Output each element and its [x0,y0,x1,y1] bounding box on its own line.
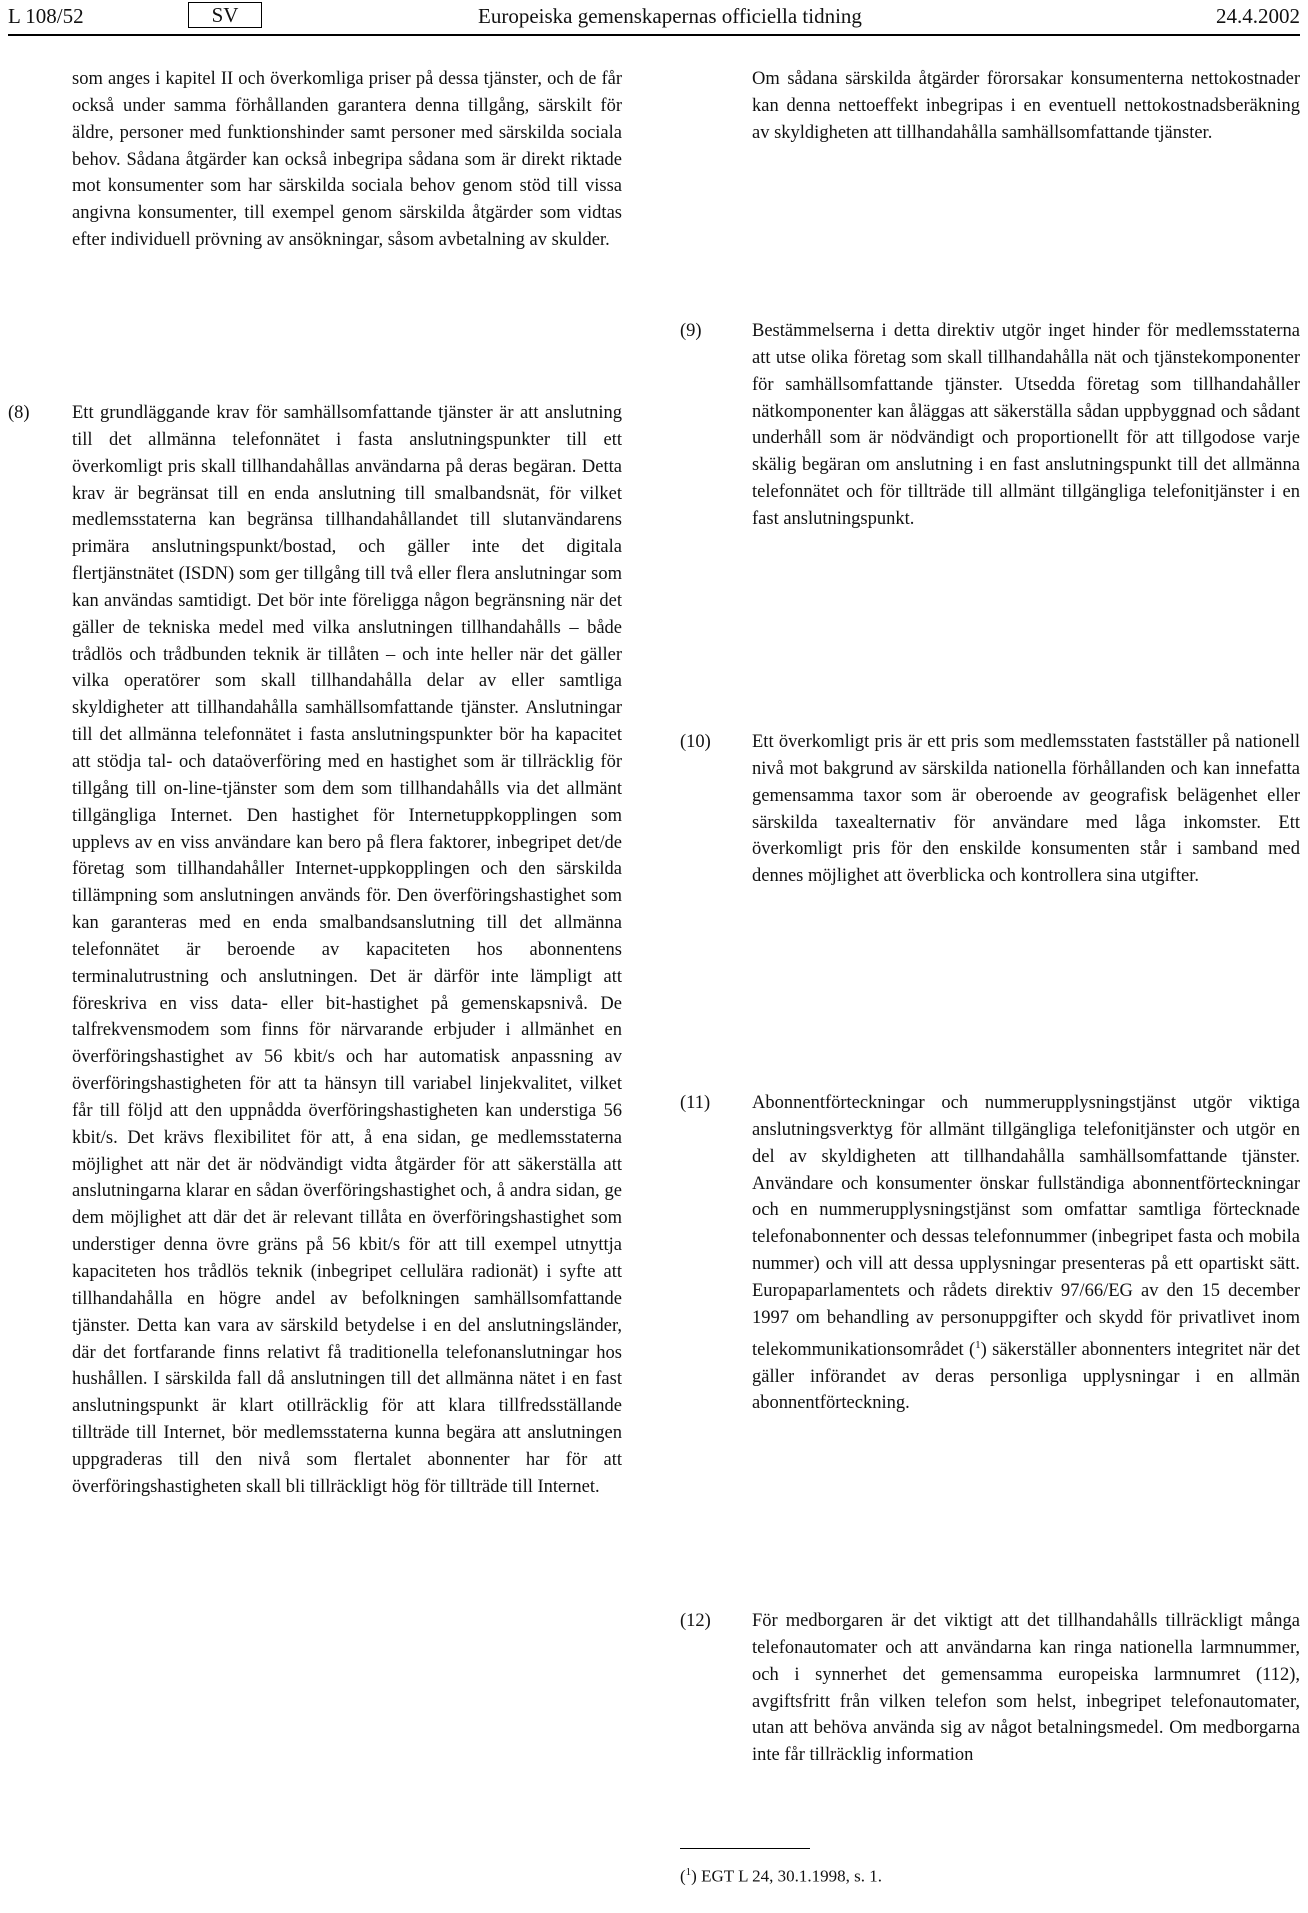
footnote-divider [680,1848,810,1849]
recital-number: (9) [680,321,702,341]
recital-text-part: Abonnentförteckningar och nummerupplysningstjänst utgör viktiga anslutningsverktyg för allmänt tillgängliga telefonitjänster och utgör en del av skyldigheten att tillhandahålla samhällsomfattande tjänster. Användare och konsumenter önskar fullständiga abonnentförteckningar och en nummerupplysningstjänst som omfattar samtliga förtecknade telefonabonnenter och dessas telefonnummer (inbegripet fasta och mobila nummer) och vill att dessa upplysningar presenteras på ett opartiskt sätt. Europaparlamentets och rådets direktiv 97/66/EG av den 15 december 1997 om behandling av personuppgifter och skydd för privatlivet inom telekommunikationsområdet ( [752,1093,1300,1360]
recital-text: För medborgaren är det viktigt att det tillhandahålls tillräckligt många telefonautomater och att användarna kan ringa nationella larmnummer, och i synnerhet det gemensamma europeiska larmnumret (112), avgiftsfritt från vilken telefon som helst, inbegripet telefonautomater, utan att behöva använda sig av något betalningsmedel. Om medborgarna inte får tillräcklig information [752,1611,1300,1766]
recital-7-continuation [8,66,622,254]
language-code-box: SV [188,2,262,28]
footnote [680,1866,882,1887]
recital-11 [680,1090,1300,1417]
recital-text: Bestämmelserna i detta direktiv utgör inget hinder för medlemsstaterna att utse olika företag som skall tillhandahålla nät och tjänstekomponenter för samhällsomfattande tjänster. Utsedda företag som tillhandahåller nätkomponenter kan åläggas att säkerställa sådan uppbyggnad och sådant underhåll som är nödvändigt och proportionellt för att tillgodose varje skälig begäran om anslutning i en fast anslutningspunkt till det allmänna telefonnätet och för tillträde till allmänt tillgängliga telefonitjänster i en fast anslutningspunkt. [752,321,1300,529]
recital-text: Om sådana särskilda åtgärder förorsakar konsumenterna nettokostnader kan denna nettoeffekt inbegripas i en eventuell nettokostnadsberäkning av skyldigheten att tillhandahålla samhällsomfattande tjänster. [752,69,1300,143]
recital-10 [680,729,1300,890]
footnote-reference[interactable]: 1 [975,1338,981,1351]
page-number: L 108/52 [8,4,84,28]
recital-7-end [680,66,1300,147]
footnote-mark-close: ) [691,1866,697,1886]
page-header [8,0,1300,36]
recital-text [752,1090,1300,1417]
recital-text: som anges i kapitel II och överkomliga priser på dessa tjänster, och de får också under samma förhållanden garantera denna tillgång, särskilt för äldre, personer med funktionshinder samt personer med särskilda sociala behov. Sådana åtgärder kan också inbegripa sådana som är direkt riktade mot konsumenter som har särskilda sociala behov genom stöd till vissa angivna konsumenter, till exempel genom särskilda åtgärder som vidtas efter individuell prövning av ansökningar, såsom avbetalning av skulder. [72,69,622,251]
recital-number: (8) [8,403,30,423]
recital-text: Ett överkomligt pris är ett pris som medlemsstaten fastställer på nationell nivå mot bakgrund av särskilda nationella förhållanden och kan innefatta gemensamma taxor som är oberoende av geografisk belägenhet eller särskilda taxealternativ för användare med låga inkomster. Ett överkomligt pris för den enskilde konsumenten står i samband med dennes möjlighet att överblicka och kontrollera sina utgifter. [752,732,1300,887]
footnote-mark-open: ( [680,1866,686,1886]
recital-number: (10) [680,732,711,752]
journal-title: Europeiska gemenskapernas officiella tidning [478,4,862,28]
footnote-text: EGT L 24, 30.1.1998, s. 1. [696,1866,882,1886]
recital-8 [8,400,622,1501]
publication-date: 24.4.2002 [1216,4,1300,28]
recital-number: (12) [680,1611,711,1631]
recital-9 [680,318,1300,533]
recital-text-part: ) säkerställer abonnenters integritet när det gäller införandet av deras personliga upplysningar i en allmän abonnentförteckning. [752,1339,1300,1414]
recital-number: (11) [680,1093,711,1113]
recital-text: Ett grundläggande krav för samhällsomfattande tjänster är att anslutning till det allmänna telefonnätet i fasta anslutningspunkter till ett överkomligt pris skall tillhandahållas användarna på deras begäran. Detta krav är begränsat till en enda anslutning till smalbandsnät, för vilket medlemsstaterna kan begränsa tillhandahållandet till slutanvändarens primära anslutningspunkt/bostad, och gäller inte det digitala flertjänstnätet (ISDN) som ger tillgång till två eller flera anslutningar som kan användas samtidigt. Det bör inte föreligga någon begränsning när det gäller de tekniska medel med vilka anslutningen tillhandahålls – både trådlös och trådbunden teknik är tillåten – och inte heller när det gäller vilka operatörer som skall tillhandahålla delar av eller samtliga skyldigheter att tillhandahålla samhällsomfattande tjänster. Anslutningar till det allmänna telefonnätet i fasta anslutningspunkter bör ha kapacitet att stödja tal- och dataöverföring med en hastighet som är tillräcklig för tillgång till on-line-tjänster som dem som tillhandahålls via det allmänt tillgängliga Internet. Den hastighet för Internetuppkopplingen som upplevs av en viss användare kan bero på flera faktorer, inbegripet det/de företag som tillhandahåller Internet-uppkopplingen och den särskilda tillämpning som anslutningen används för. Den överföringshastighet som kan garanteras med en enda smalbandsanslutning till det allmänna telefonnätet är beroende av kapaciteten hos abonnentens terminalutrustning och anslutningen. Det är därför inte lämpligt att föreskriva en viss data- eller bit-hastighet på gemenskapsnivå. De talfrekvensmodem som finns för närvarande erbjuder i allmänhet en överföringshastighet av 56 kbit/s och har automatisk anpassning av överföringshastigheten för att ta hänsyn till variabel linjekvalitet, vilket får till följd att den uppnådda överföringshastigheten kan understiga 56 kbit/s. Det krävs flexibilitet för att, å ena sidan, ge medlemsstaterna möjlighet att när det är nödvändigt vidta åtgärder för att säkerställa att anslutningarna klarar en sådan överföringshastighet och, å andra sidan, ge dem möjlighet att där det är relevant tillåta en överföringshastighet som understiger denna övre gräns på 56 kbit/s för att till exempel utnyttja kapaciteten hos trådlös teknik (inbegripet cellulära radionät) i syfte att tillhandahålla en högre andel av befolkningen samhällsomfattande tjänster. Detta kan vara av särskild betydelse i en del anslutningsländer, där det fortfarande finns relativt få traditionella telefonanslutningar hos hushållen. I särskilda fall då anslutningen till det allmänna nätet i en fast anslutningspunkt är klart otillräcklig för att klara tillfredsställande tillträde till Internet, bör medlemsstaterna kunna begära att anslutningen uppgraderas till den nivå som flertalet abonnenter har för att överföringshastigheten skall bli tillräckligt hög för tillträde till Internet. [72,403,622,1497]
footnote-mark: 1 [685,1866,692,1878]
recital-12 [680,1608,1300,1769]
